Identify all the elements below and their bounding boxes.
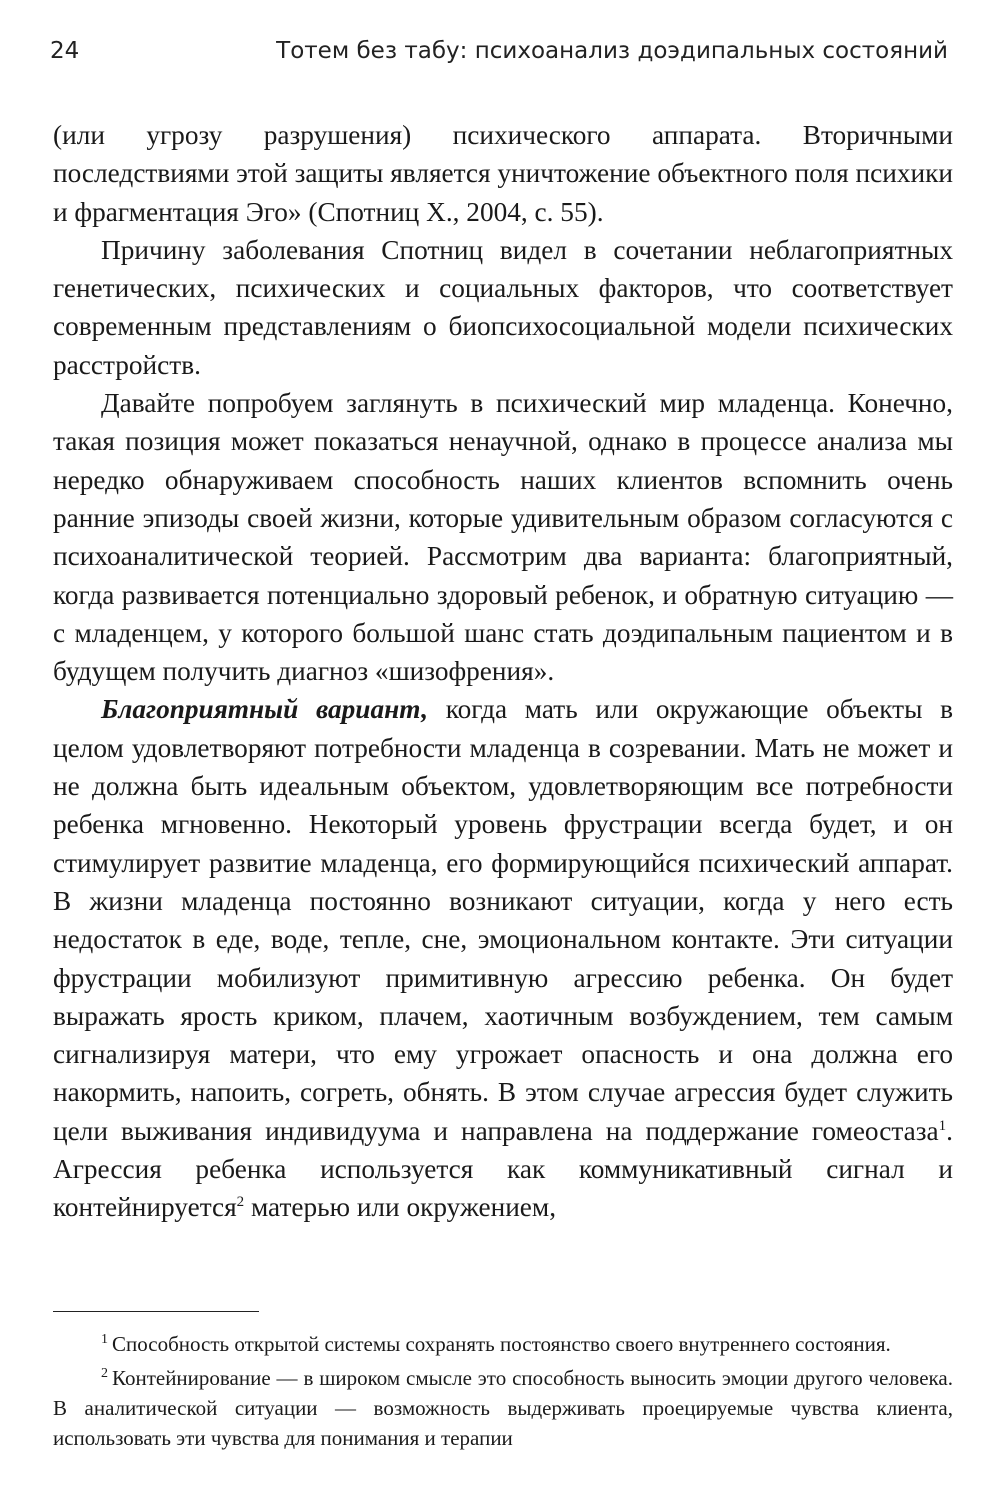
footnote-2 xyxy=(53,1363,953,1453)
footnote-ref-1[interactable]: 1 xyxy=(938,1117,947,1134)
footnote-divider xyxy=(53,1311,259,1312)
paragraph-4-text-b: . Агрессия ребенка используется как коммуникативный сигнал и контейнируется xyxy=(53,1115,953,1223)
footnote-2-marker: 2 xyxy=(101,1366,108,1381)
page-header xyxy=(50,38,948,78)
footnote-1 xyxy=(53,1329,953,1359)
term-favorable-variant: Благоприятный вариант, xyxy=(101,694,429,725)
paragraph-4-text-c: матерью или окружением, xyxy=(244,1192,557,1223)
main-text xyxy=(53,116,953,1227)
paragraph-1: (или угрозу разрушения) психического аппарата. Вторичными последствиями этой защиты является уничтожение объектного поля психики и фрагментация Эго» (Спотниц Х., 2004, с. 55). xyxy=(53,120,953,227)
footnote-1-text: Способность открытой системы сохранять постоянство своего внутреннего состояния. xyxy=(112,1332,891,1356)
paragraph-4-text-a: когда мать или окружающие объекты в целом удовлетворяют потребности младенца в созревании. Мать не может и не должна быть идеальным объектом, удовлетворяющим все потребности ребенка мгновенно. Некоторый уровень фрустрации всегда будет, и он стимулирует развитие младенца, его формирующийся психический аппарат. В жизни младенца постоянно возникают ситуации, когда у него есть недостаток в еде, воде, тепле, сне, эмоциональном контакте. Эти ситуации фрустрации мобилизуют примитивную агрессию ребенка. Он будет выражать ярость криком, плачем, хаотичным возбуждением, тем самым сигнализируя матери, что ему угрожает опасность и она должна его накормить, напоить, согреть, обнять. В этом случае агрессия будет служить цели выживания индивидуума и направлена на поддержание гомеостаза xyxy=(53,694,953,1146)
paragraph-3: Давайте попробуем заглянуть в психический мир младенца. Конечно, такая позиция может показаться ненаучной, однако в процессе анализа мы нередко обнаруживаем способность наших клиентов вспомнить очень ранние эпизоды своей жизни, которые удивительным образом согласуются с психоаналитической теорией. Рассмотрим два варианта: благоприятный, когда развивается потенциально здоровый ребенок, и обратную ситуацию — с младенцем, у которого большой шанс стать доэдипальным пациентом и в будущем получить диагноз «шизофрения». xyxy=(53,388,953,687)
paragraph-4 xyxy=(53,690,953,1226)
footnote-ref-2[interactable]: 2 xyxy=(236,1194,245,1211)
running-title: Тотем без табу: психоанализ доэдипальных состояний xyxy=(276,38,948,64)
page-number: 24 xyxy=(50,38,80,64)
footnote-2-text: Контейнирование — в широком смысле это способность выносить эмоции другого человека. В аналитической ситуации — возможность выдерживать проецируемые чувства клиента, использовать эти чувства для понимания и терапии xyxy=(53,1366,953,1450)
footnote-1-marker: 1 xyxy=(101,1332,108,1347)
footnotes xyxy=(53,1329,953,1453)
paragraph-2: Причину заболевания Спотниц видел в сочетании неблагоприятных генетических, психических и социальных факторов, что соответствует современным представлениям о биопсихосоциальной модели психических расстройств. xyxy=(53,234,953,380)
